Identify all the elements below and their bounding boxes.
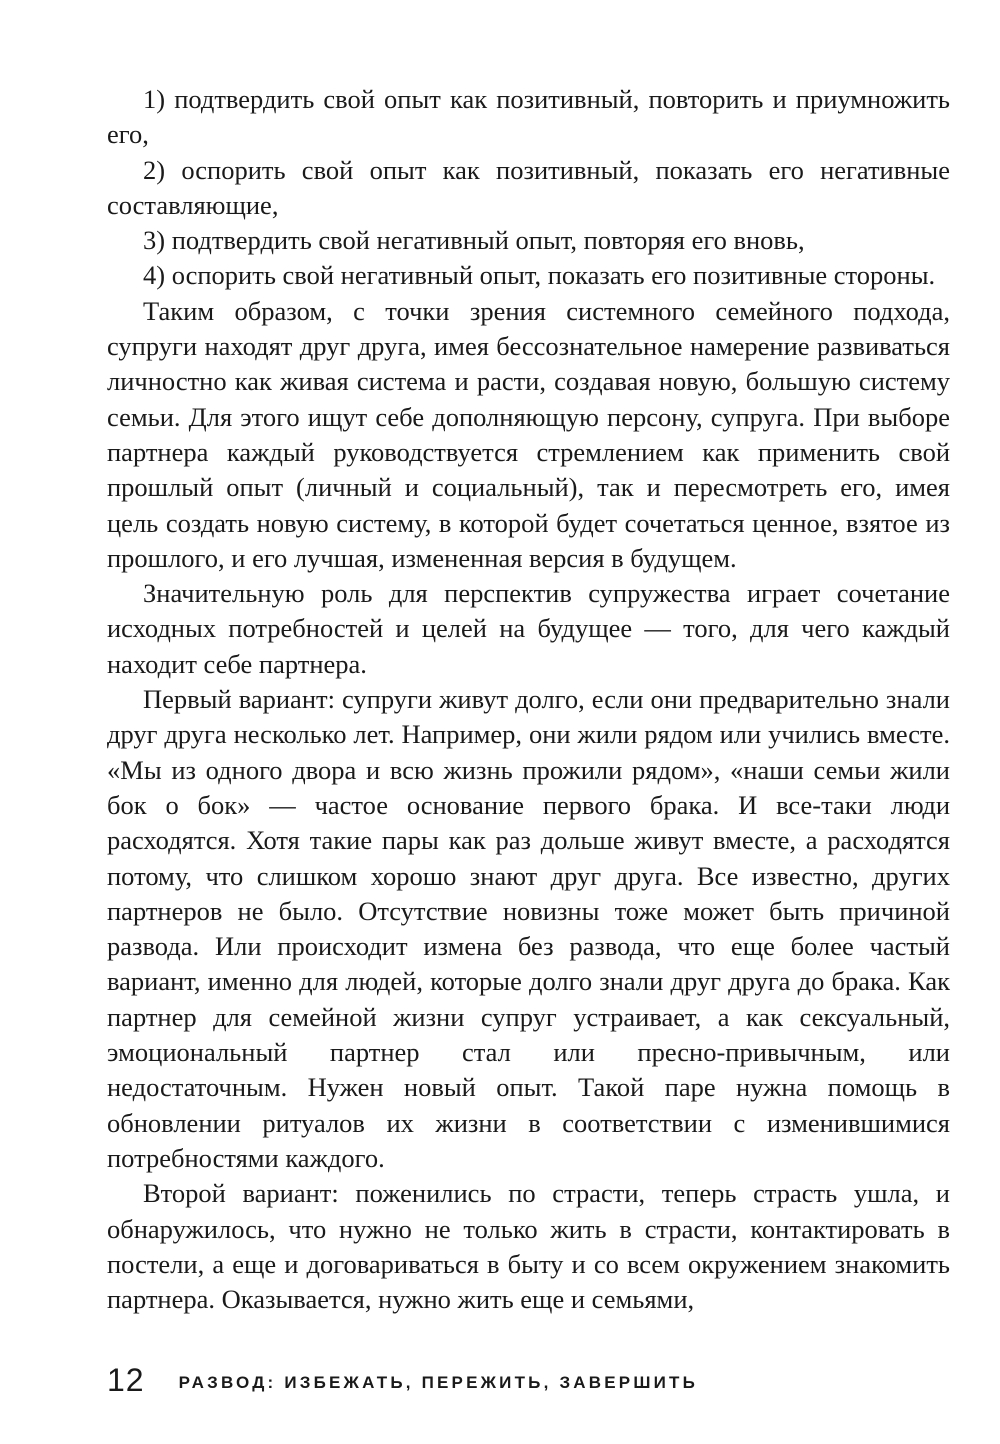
list-item-2: 2) оспорить свой опыт как позитивный, показать его негативные составляющие,: [107, 154, 950, 220]
running-title: РАЗВОД: ИЗБЕЖАТЬ, ПЕРЕЖИТЬ, ЗАВЕРШИТЬ: [178, 1373, 699, 1392]
page-number: 12: [107, 1361, 145, 1398]
paragraph-second-variant: Второй вариант: поженились по страсти, теперь страсть ушла, и обнаружилось, что нужно не только жить в страсти, контактировать в постели, а еще и договариваться в быту и со всем окружением знакомить партнера. Оказывается, нужно жить еще и семьями,: [107, 1178, 950, 1315]
list-item-1: 1) подтвердить свой опыт как позитивный, повторить и приумножить его,: [107, 84, 950, 150]
list-item-3: 3) подтвердить свой негативный опыт, повторяя его вновь,: [143, 225, 805, 256]
paragraph-systemic-approach: Таким образом, с точки зрения системного семейного подхода, супруги находят друг друга, имея бессознательное намерение развиваться личностно как живая система и расти, создавая новую, большую систему семьи. Для этого ищут себе дополняющую персону, супруга. При выборе партнера каждый руководствуется стремлением как применить свой прошлый опыт (личный и социальный), так и пересмотреть его, имея цель создать новую систему, в которой будет сочетаться ценное, взятое из прошлого, и его лучшая, измененная версия в будущем.: [107, 295, 950, 573]
body-text: [107, 82, 950, 1317]
paragraph-first-variant: Первый вариант: супруги живут долго, если они предварительно знали друг друга несколько лет. Например, они жили рядом или учились вместе. «Мы из одного двора и всю жизнь прожили рядом», «наши семьи жили бок о бок» — частое основание первого брака. И все-таки люди расходятся. Хотя такие пары как раз дольше живут вместе, а расходятся потому, что слишком хорошо знают друг друга. Все известно, других партнеров не было. Отсутствие новизны тоже может быть причиной развода. Или происходит измена без развода, что еще более частый вариант, именно для людей, которые долго знали друг друга до брака. Как партнер для семейной жизни супруг устраивает, а как сексуальный, эмоциональный партнер стал или пресно-привычным, или недостаточным. Нужен новый опыт. Такой паре нужна помощь в обновлении ритуалов их жизни в соответствии с изменившимися потребностями каждого.: [107, 684, 950, 1173]
page-footer: [107, 1360, 950, 1400]
paragraph-needs-and-goals: Значительную роль для перспектив супружества играет сочетание исходных потребностей и целей на будущее — того, для чего каждый находит себе партнера.: [107, 578, 950, 679]
list-item-4: 4) оспорить свой негативный опыт, показать его позитивные стороны.: [143, 260, 936, 291]
